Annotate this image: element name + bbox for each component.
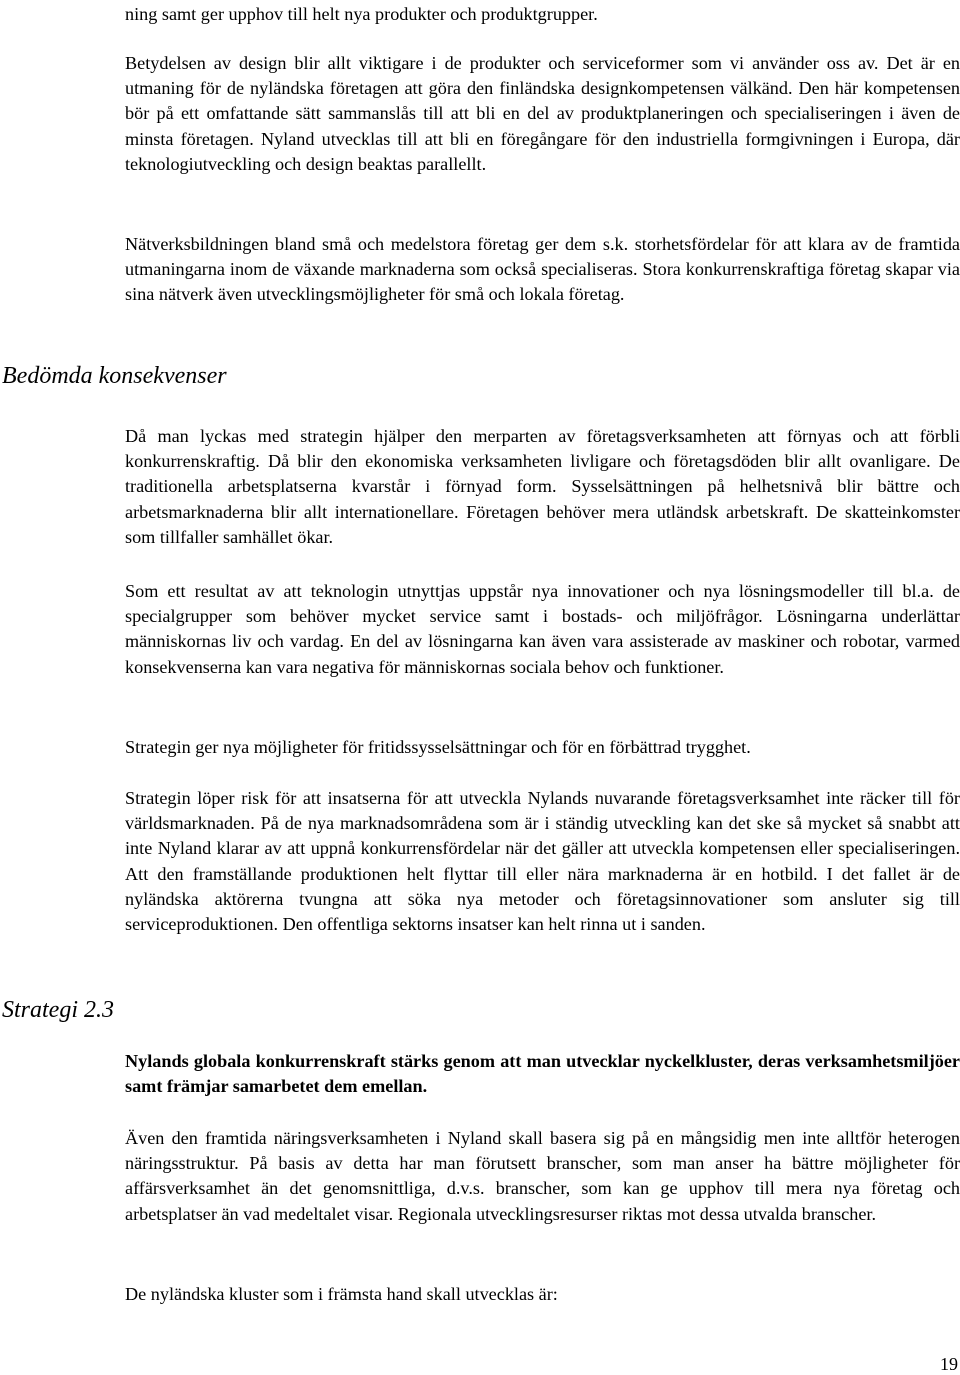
- strategy-statement: Nylands globala konkurrenskraft stärks genom att man utvecklar nyckelkluster, deras verksamhetsmiljöer samt främjar samarbetet dem emellan.: [125, 1051, 960, 1097]
- paragraph-industry-structure: Även den framtida näringsverksamheten i Nyland skall basera sig på en mångsidig men inte alltför heterogen näringsstruktur. På basis av detta har man förutsett branscher, som man anser ha bättre möjligheter för affärsverksamhet än det genomsnittliga, d.v.s. branscher, som kan ge upphov till mera nya företag och arbetsplatser än vad medeltalet visar. Regionala utvecklingsresurser riktas mot dessa utvalda branscher.: [125, 1128, 960, 1224]
- paragraph-design: Betydelsen av design blir allt viktigare i de produkter och serviceformer som vi använder oss av. Det är en utmaning för de nyländska företagen att göra den finländska designkompetensen välkänd. Den här kompetensen bör på ett omfattande sätt sammanslås till att bli en del av produktplaneringen och specialiseringen i även de minsta företagen. Nyland utvecklas till att bli en föregångare för den industriella formgivningen i Europa, där teknologiutveckling och design beaktas parallellt.: [125, 53, 960, 174]
- page-number: 19: [940, 1354, 958, 1374]
- strategy-label: Strategi 2.3: [2, 997, 114, 1023]
- paragraph-consequences: Då man lyckas med strategin hjälper den merparten av företagsverksamheten att förnyas och att förbli konkurrenskraftig. Då blir den ekonomiska verksamheten livligare och företagsdöden blir allt ovanligare. De traditionella arbetsplatserna kvarstår i förnyad form. Sysselsättningen på helhetsnivå blir bättre och arbetsmarknaderna blir allt internationellare. Företagen behöver mera utländsk arbetskraft. De skatteinkomster som tillfaller samhället ökar.: [125, 426, 960, 547]
- paragraph-intro-fragment: ning samt ger upphov till helt nya produkter och produktgrupper.: [125, 4, 598, 24]
- section-heading: Bedömda konsekvenser: [2, 363, 227, 389]
- paragraph-technology: Som ett resultat av att teknologin utnyttjas uppstår nya innovationer och nya lösningsmodeller till bl.a. de specialgrupper som behöver mycket service samt i bostads- och miljöfrågor. Lösningarna underlättar människornas liv och vardag. En del av lösningarna kan även vara assisterade av maskiner och robotar, varmed konsekvenserna kan vara negativa för människornas sociala behov och funktioner.: [125, 581, 960, 677]
- paragraph-risks: Strategin löper risk för att insatserna för att utveckla Nylands nuvarande företagsverksamhet inte räcker till för världsmarknaden. På de nya marknadsområdena som är i ständig utveckling kan det ske så mycket så snabbt att inte Nyland klarar av att uppnå konkurrensfördelar när det gäller att utveckla kompetensen eller specialiseringen. Att den framställande produktionen helt flyttar till eller nära marknaderna är en hotbild. I det fallet är de nyländska aktörerna tvungna att söka nya metoder och företagsinnovationer som ansluter sig till serviceproduktionen. Den offentliga sektorns insatser kan helt rinna ut i sanden.: [125, 788, 960, 935]
- paragraph-networks: Nätverksbildningen bland små och medelstora företag ger dem s.k. storhetsfördelar för att klara av de framtida utmaningarna inom de växande marknaderna som också specialiseras. Stora konkurrenskraftiga företag skapar via sina nätverk även utvecklingsmöjligheter för små och lokala företag.: [125, 234, 960, 305]
- paragraph-clusters-intro: De nyländska kluster som i främsta hand skall utvecklas är:: [125, 1284, 558, 1304]
- paragraph-leisure: Strategin ger nya möjligheter för fritidssysselsättningar och för en förbättrad trygghet.: [125, 737, 751, 757]
